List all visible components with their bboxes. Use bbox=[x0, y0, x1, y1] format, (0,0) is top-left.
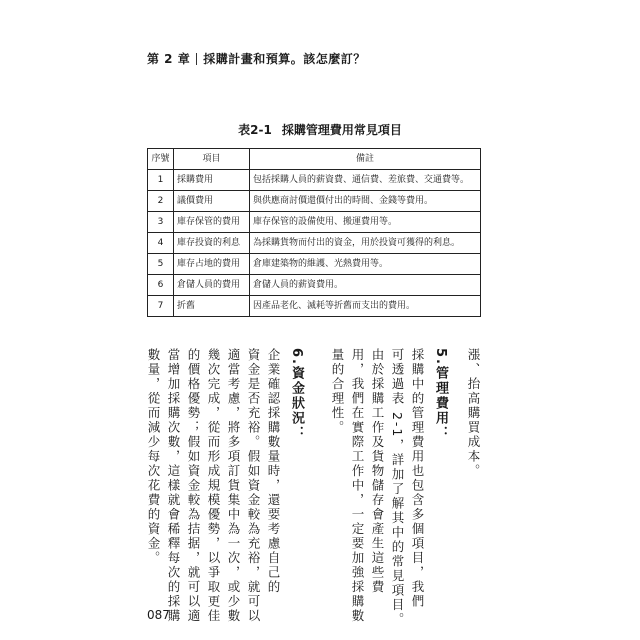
body-column-5: 由於採購工作及貨物儲存會產生這些費 bbox=[370, 348, 385, 595]
section-heading-fund-status: 6.資金狀況： bbox=[289, 348, 304, 441]
body-column-4: 可透過表 2-1，詳加了解其中的常見項目。 bbox=[390, 348, 405, 627]
row-item: 庫存占地的費用 bbox=[174, 254, 250, 275]
row-number: 6 bbox=[148, 275, 174, 296]
body-column-12: 幾次完成，從而形成規模優勢，以爭取更佳 bbox=[206, 348, 221, 624]
chapter-label: 第 2 章 bbox=[147, 52, 191, 66]
body-column-10: 資金是否充裕。假如資金較為充裕，就可以 bbox=[246, 348, 261, 624]
row-item: 議價費用 bbox=[174, 191, 250, 212]
row-note: 包括採購人員的薪資費、通信費、差旅費、交通費等。 bbox=[250, 170, 481, 191]
table-header-row bbox=[148, 149, 481, 170]
row-number: 3 bbox=[148, 212, 174, 233]
table-row bbox=[148, 275, 481, 296]
body-column-9: 企業確認採購數量時，還要考慮自己的 bbox=[266, 348, 281, 595]
body-column-13: 的價格優勢；假如資金較為拮据，就可以適 bbox=[186, 348, 201, 624]
row-item: 庫存保管的費用 bbox=[174, 212, 250, 233]
body-column-14: 當增加採購次數，這樣就會稀釋每次的採購 bbox=[166, 348, 181, 624]
table-title: 採購管理費用常見項目 bbox=[281, 123, 402, 137]
table-row bbox=[148, 191, 481, 212]
body-column-11: 適當考慮，將多項訂貨集中為一次，或少數 bbox=[226, 348, 241, 624]
column-header-no: 序號 bbox=[148, 149, 174, 170]
body-column-15: 數量，從而減少每次花費的資金。 bbox=[146, 348, 161, 566]
page-number: 087 bbox=[147, 608, 170, 622]
cost-items-table bbox=[147, 148, 481, 317]
row-item: 庫存投資的利息 bbox=[174, 233, 250, 254]
table-row bbox=[148, 296, 481, 317]
column-header-note: 備註 bbox=[250, 149, 481, 170]
row-note: 倉庫建築物的維護、光熱費用等。 bbox=[250, 254, 481, 275]
table-row bbox=[148, 233, 481, 254]
row-number: 2 bbox=[148, 191, 174, 212]
row-note: 倉儲人員的薪資費用。 bbox=[250, 275, 481, 296]
header-divider bbox=[196, 53, 197, 65]
body-column-7: 量的合理性。 bbox=[330, 348, 345, 435]
column-header-item: 項目 bbox=[174, 149, 250, 170]
row-number: 4 bbox=[148, 233, 174, 254]
row-number: 1 bbox=[148, 170, 174, 191]
section-heading-management-cost: 5.管理費用： bbox=[433, 348, 448, 441]
body-column-6: 用，我們在實際工作中，一定要加強採購數 bbox=[350, 348, 365, 624]
row-item: 倉儲人員的費用 bbox=[174, 275, 250, 296]
body-column-1: 漲、抬高購買成本。 bbox=[466, 348, 481, 479]
row-note: 與供應商討價還價付出的時間、金錢等費用。 bbox=[250, 191, 481, 212]
table-row bbox=[148, 212, 481, 233]
table-number: 表2-1 bbox=[238, 123, 272, 137]
row-item: 採購費用 bbox=[174, 170, 250, 191]
row-number: 7 bbox=[148, 296, 174, 317]
body-column-3: 採購中的管理費用也包含多個項目，我們 bbox=[410, 348, 425, 609]
running-header bbox=[147, 50, 366, 67]
table-row bbox=[148, 254, 481, 275]
row-note: 因產品老化、滅耗等折舊而支出的費用。 bbox=[250, 296, 481, 317]
table-caption bbox=[0, 121, 640, 138]
row-number: 5 bbox=[148, 254, 174, 275]
row-note: 為採購貨物而付出的資金，用於投資可獲得的利息。 bbox=[250, 233, 481, 254]
row-note: 庫存保管的設備使用、搬運費用等。 bbox=[250, 212, 481, 233]
row-item: 折舊 bbox=[174, 296, 250, 317]
table-row bbox=[148, 170, 481, 191]
chapter-title: 採購計畫和預算。該怎麼訂？ bbox=[203, 52, 366, 66]
